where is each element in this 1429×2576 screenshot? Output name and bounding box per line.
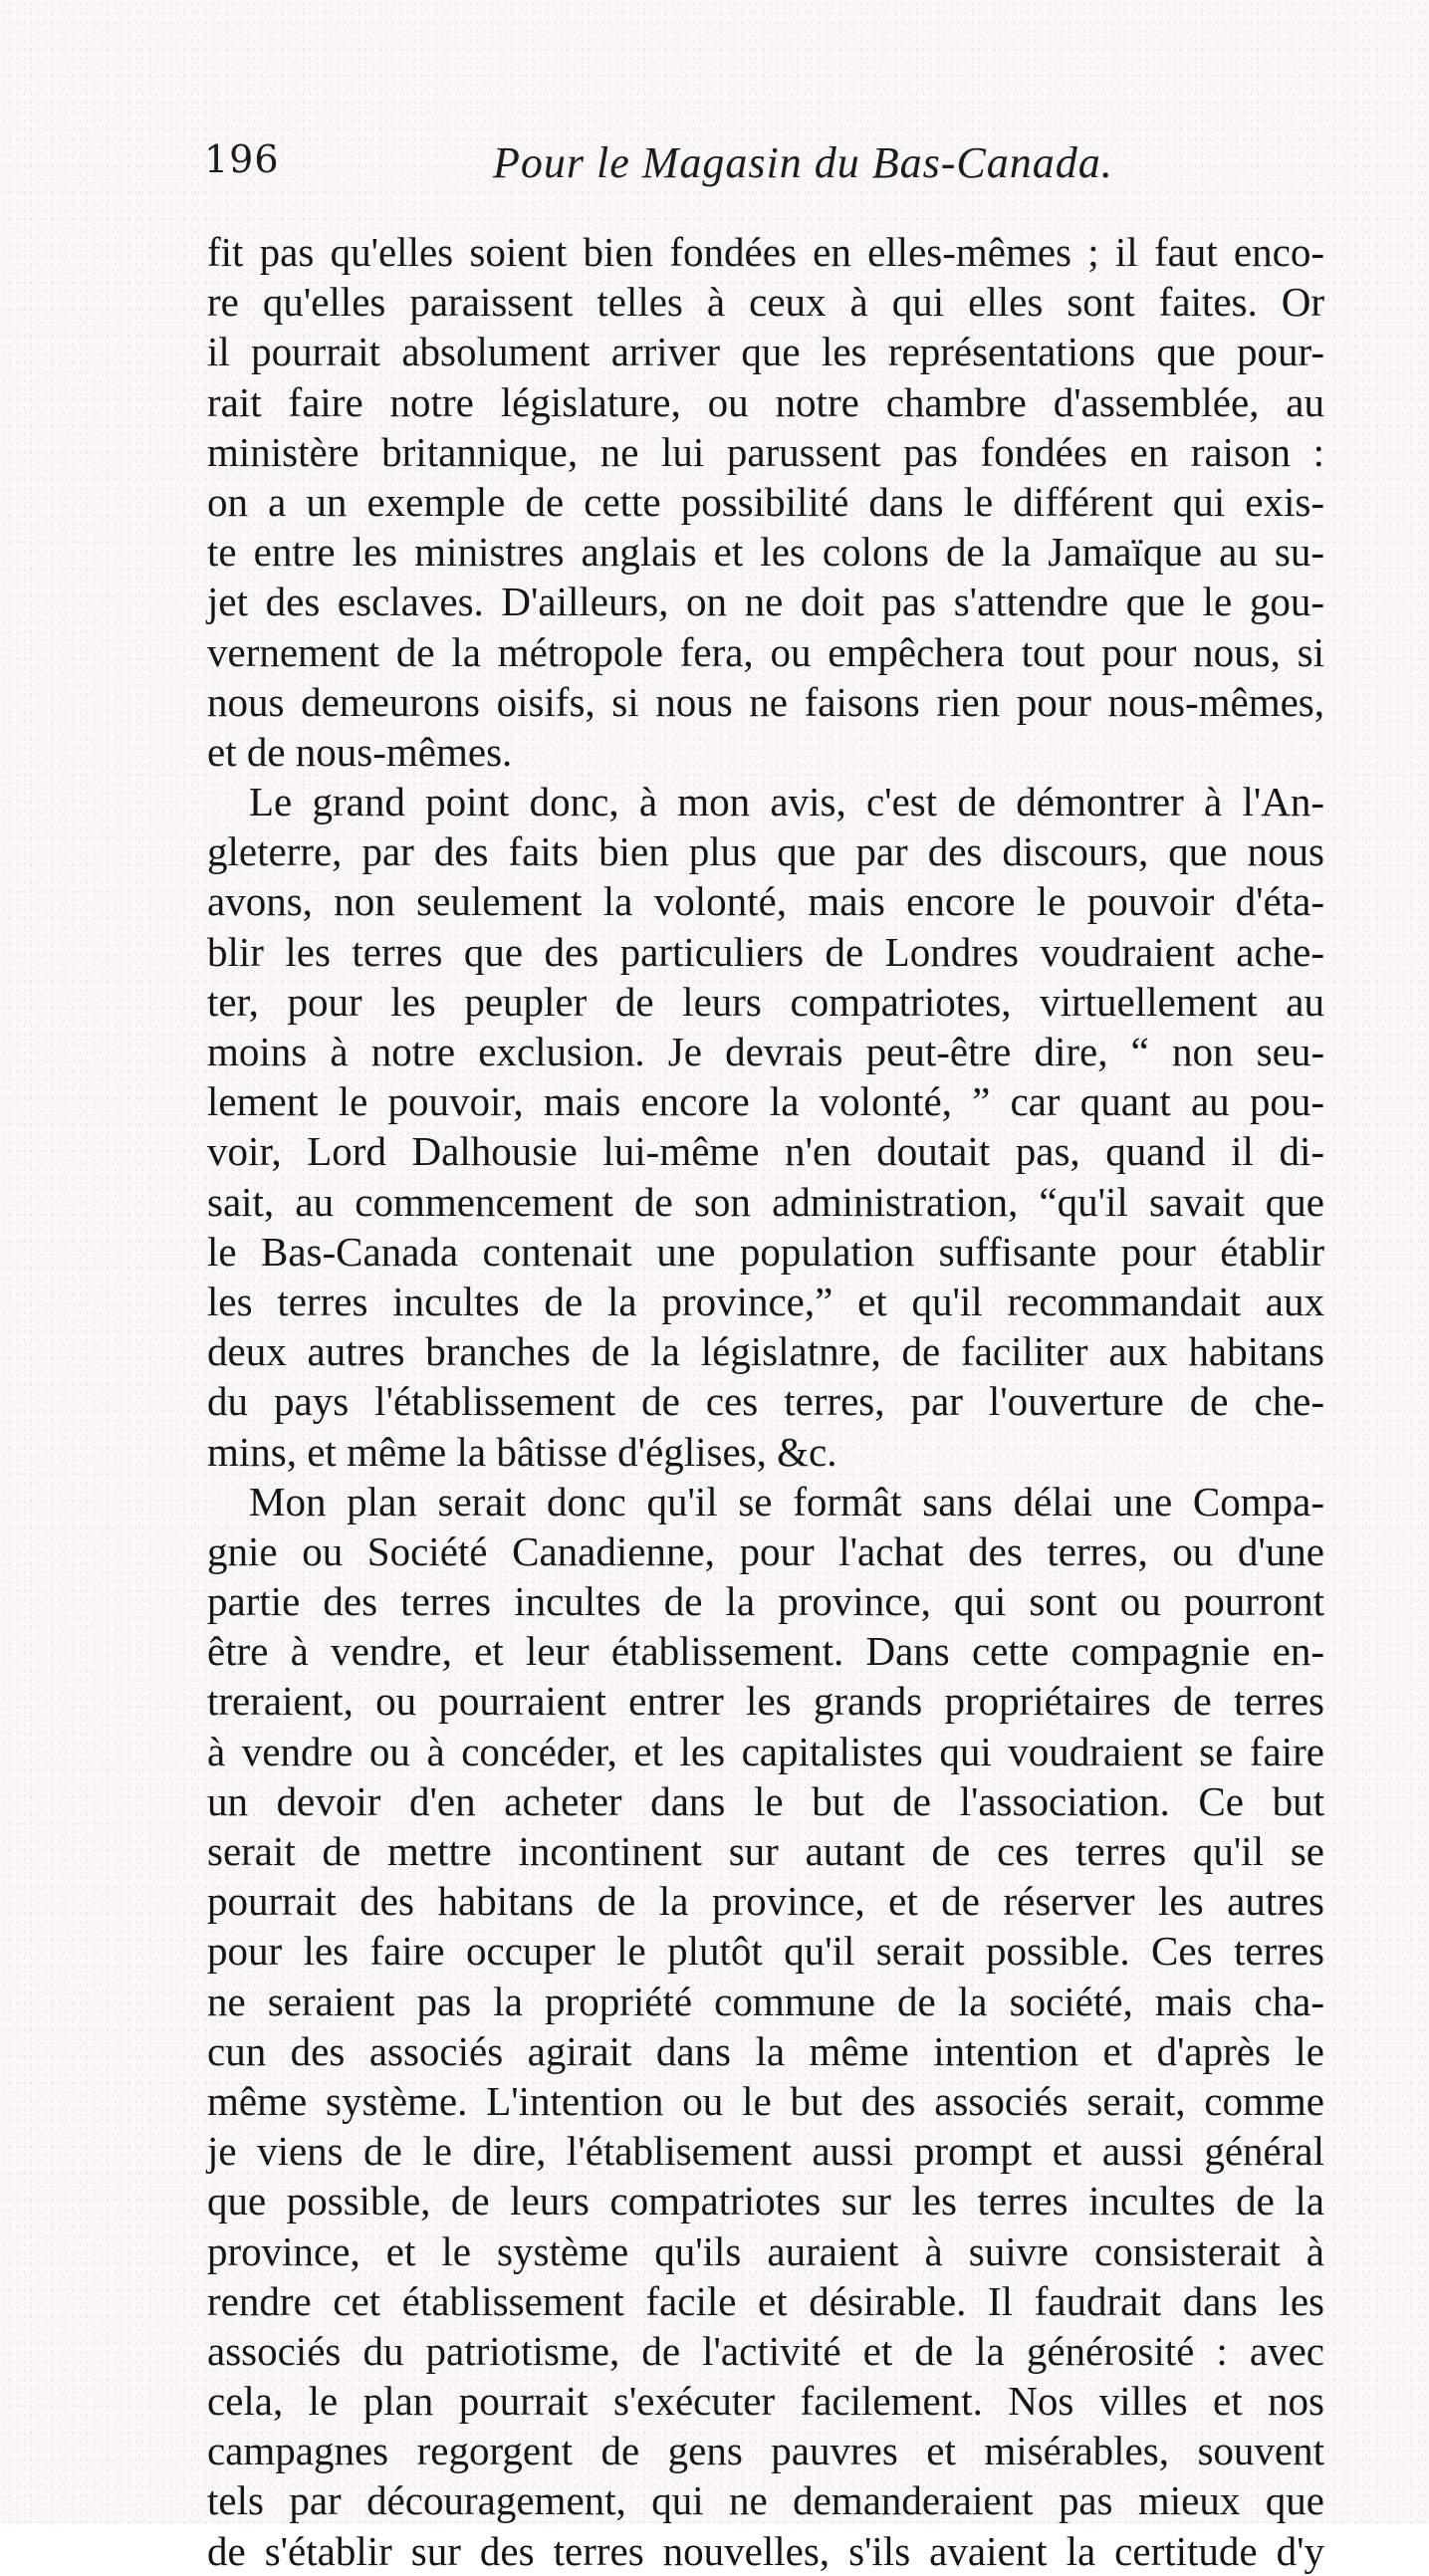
text-line: cela, le plan pourrait s'exécuter facilement. Nos villes et nos: [207, 2378, 1324, 2425]
text-line: à vendre ou à concéder, et les capitalistes qui voudraient se faire: [207, 1728, 1324, 1774]
running-head: [204, 137, 1334, 197]
text-line: ne seraient pas la propriété commune de la société, mais cha-: [207, 1978, 1324, 2024]
text-line: gnie ou Société Canadienne, pour l'achat des terres, ou d'une: [207, 1527, 1324, 1574]
text-line: je viens de le dire, l'établisement aussi prompt et aussi général: [207, 2128, 1324, 2175]
text-line: province, et le système qu'ils auraient à suivre consisterait à: [207, 2227, 1324, 2274]
text-line: mins, et même la bâtisse d'églises, &c.: [207, 1428, 837, 1475]
text-line: lement le pouvoir, mais encore la volonté, ” car quant au pou-: [207, 1078, 1324, 1125]
text-line: blir les terres que des particuliers de Londres voudraient ache-: [207, 928, 1324, 975]
text-line: que possible, de leurs compatriotes sur les terres incultes de la: [207, 2178, 1324, 2225]
text-line: pour les faire occuper le plutôt qu'il serait possible. Ces terres: [207, 1928, 1324, 1975]
text-line: serait de mettre incontinent sur autant de ces terres qu'il se: [207, 1828, 1324, 1874]
text-line: associés du patriotisme, de l'activité et de la générosité : avec: [207, 2327, 1324, 2374]
text-line: deux autres branches de la législatnre, de faciliter aux habitans: [207, 1328, 1324, 1375]
text-line: pourrait des habitans de la province, et de réserver les autres: [207, 1878, 1324, 1925]
page-number: 196: [204, 137, 280, 181]
text-line: il pourrait absolument arriver que les représentations que pour-: [207, 329, 1324, 375]
running-title: Pour le Magasin du Bas-Canada.: [493, 138, 1113, 187]
text-line: le Bas-Canada contenait une population suffisante pour établir: [207, 1228, 1324, 1275]
text-line: jet des esclaves. D'ailleurs, on ne doit pas s'attendre que le gou-: [207, 579, 1324, 625]
text-line: vernement de la métropole fera, ou empêchera tout pour nous, si: [207, 628, 1324, 675]
text-line: ter, pour les peupler de leurs compatriotes, virtuellement au: [207, 978, 1324, 1025]
text-line: Le grand point donc, à mon avis, c'est de démontrer à l'An-: [249, 779, 1324, 825]
text-line: et de nous-mêmes.: [207, 728, 513, 775]
text-line: moins à notre exclusion. Je devrais peut-être dire, “ non seu-: [207, 1029, 1324, 1074]
text-line: treraient, ou pourraient entrer les grands propriétaires de terres: [207, 1678, 1324, 1725]
text-line: Mon plan serait donc qu'il se formât sans délai une Compa-: [249, 1478, 1324, 1524]
text-line: sait, au commencement de son administration, “qu'il savait que: [207, 1178, 1324, 1225]
text-line: avons, non seulement la volonté, mais encore le pouvoir d'éta-: [207, 878, 1324, 925]
text-line: nous demeurons oisifs, si nous ne faisons rien pour nous-mêmes,: [207, 678, 1324, 725]
text-line: rendre cet établissement facile et désirable. Il faudrait dans les: [207, 2277, 1324, 2324]
text-line: campagnes regorgent de gens pauvres et misérables, souvent: [207, 2428, 1324, 2474]
text-line: on a un exemple de cette possibilité dans le différent qui exis-: [207, 478, 1324, 525]
text-line: même système. L'intention ou le but des associés serait, comme: [207, 2077, 1324, 2124]
text-line: cun des associés agirait dans la même intention et d'après le: [207, 2027, 1324, 2074]
text-line: être à vendre, et leur établissement. Dans cette compagnie en-: [207, 1628, 1324, 1675]
body-text: [207, 227, 1324, 2576]
text-line: tels par découragement, qui ne demanderaient pas mieux que: [207, 2477, 1324, 2524]
text-line: fit pas qu'elles soient bien fondées en elles-mêmes ; il faut enco-: [207, 229, 1324, 275]
text-line: du pays l'établissement de ces terres, par l'ouverture de che-: [207, 1378, 1324, 1425]
text-line: te entre les ministres anglais et les colons de la Jamaïque au su-: [207, 529, 1324, 576]
text-line: rait faire notre législature, ou notre chambre d'assemblée, au: [207, 378, 1324, 425]
text-line: un devoir d'en acheter dans le but de l'association. Ce but: [207, 1777, 1324, 1824]
text-line: ministère britannique, ne lui parussent pas fondées en raison :: [207, 428, 1324, 475]
text-line: de s'établir sur des terres nouvelles, s'ils avaient la certitude d'y: [207, 2527, 1324, 2574]
text-line: voir, Lord Dalhousie lui-même n'en doutait pas, quand il di-: [207, 1128, 1324, 1175]
text-line: partie des terres incultes de la province, qui sont ou pourront: [207, 1578, 1324, 1625]
text-line: les terres incultes de la province,” et qu'il recommandait aux: [207, 1278, 1324, 1324]
text-line: re qu'elles paraissent telles à ceux à qui elles sont faites. Or: [207, 279, 1324, 326]
text-line: gleterre, par des faits bien plus que par des discours, que nous: [207, 828, 1324, 875]
